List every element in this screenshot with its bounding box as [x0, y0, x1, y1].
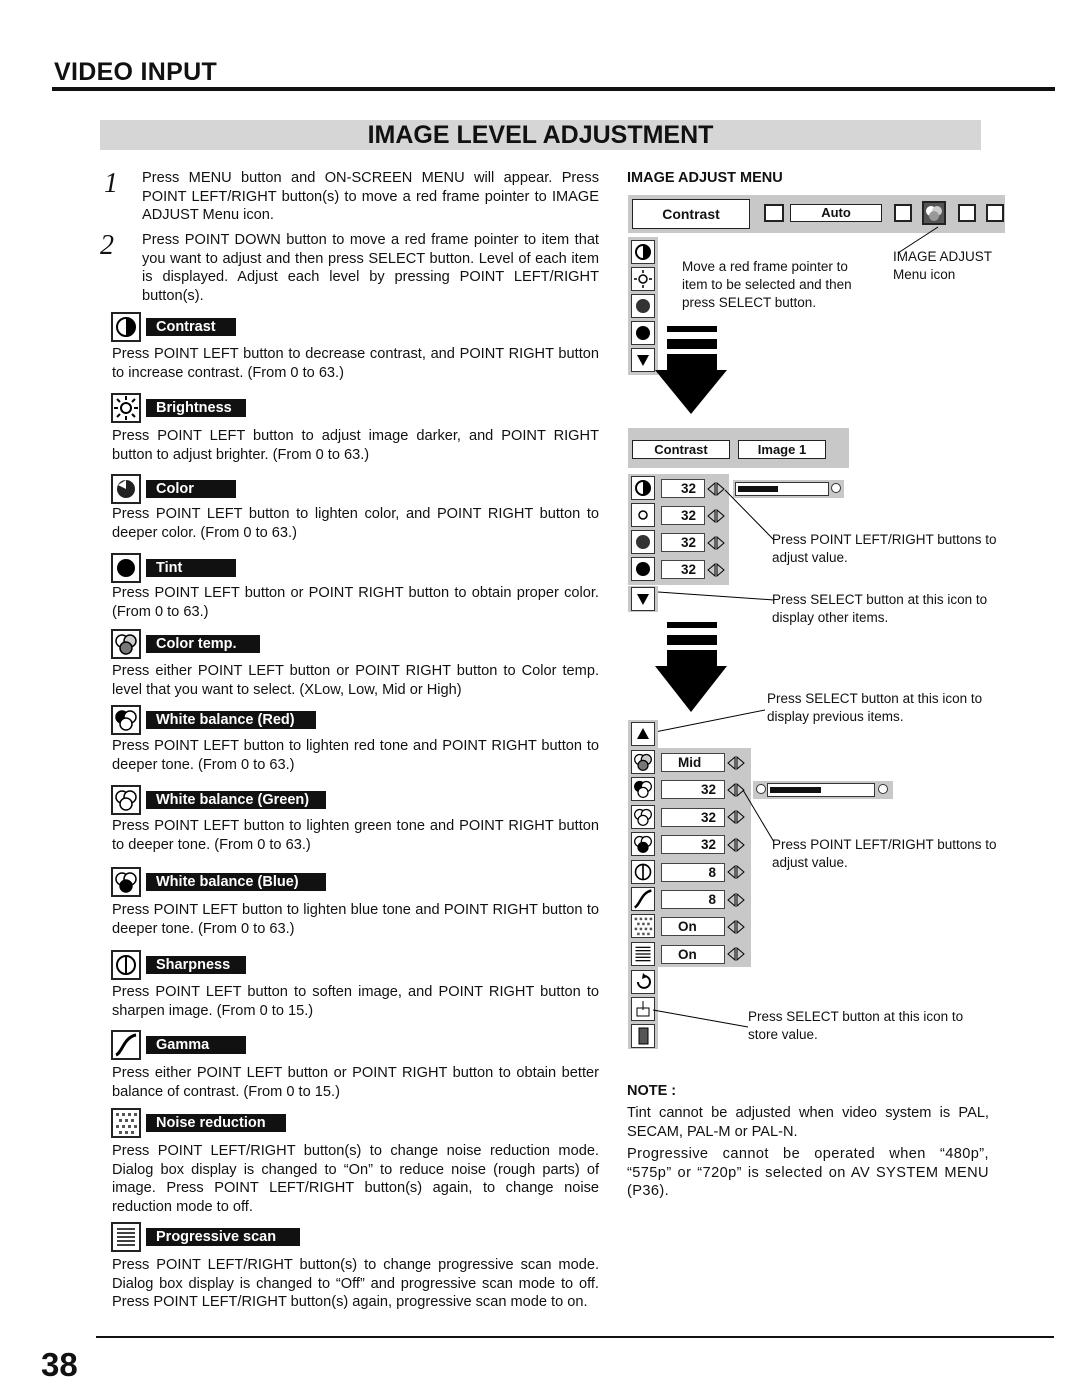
- tint-icon[interactable]: [631, 321, 655, 345]
- item-label: White balance (Blue): [146, 873, 326, 891]
- submenu-bar: [628, 428, 849, 468]
- menu-item-name: Contrast: [632, 199, 750, 229]
- item-label: Contrast: [146, 318, 236, 336]
- contrast-icon: [111, 312, 141, 342]
- white-balance-blue-icon: [111, 867, 141, 897]
- value-field: 32: [661, 808, 725, 827]
- item-label: Progressive scan: [146, 1228, 300, 1246]
- item-label: Brightness: [146, 399, 246, 417]
- item-label: Noise reduction: [146, 1114, 286, 1132]
- side-menu-column: [628, 237, 658, 375]
- mode-value: Auto: [790, 204, 882, 222]
- header-rule: [52, 87, 1055, 91]
- value-field: 32: [661, 835, 725, 854]
- item-label: White balance (Red): [146, 711, 316, 729]
- up-arrow-icon[interactable]: [631, 722, 655, 746]
- down-arrow-graphic: [655, 326, 725, 416]
- item-description: Press POINT LEFT button to lighten blue tone and POINT RIGHT button to deeper tone. (From 0 to 63.): [112, 902, 599, 937]
- callout-move: Move a red frame pointer to item to be selected and then press SELECT button.: [682, 259, 852, 310]
- callout-line: [890, 225, 950, 255]
- color-temp-icon[interactable]: [631, 750, 655, 774]
- note-line: Progressive cannot be operated when “480p”, “575p” or “720p” is selected on AV SYSTEM MENU (P36).: [627, 1146, 989, 1199]
- progressive-scan-icon: [111, 1222, 141, 1252]
- step-number: 2: [100, 230, 114, 261]
- value-field: Mid: [661, 753, 725, 772]
- page-number: 38: [41, 1346, 78, 1383]
- screen-icon: [894, 204, 912, 222]
- submenu-mode: Image 1: [738, 440, 826, 459]
- value-field: 32: [661, 506, 705, 525]
- callout-other: Press SELECT button at this icon to display other items.: [772, 592, 988, 625]
- input-icon: [764, 204, 784, 222]
- gamma-icon: [111, 1030, 141, 1060]
- step-text: Press MENU button and ON-SCREEN MENU will appear. Press POINT LEFT/RIGHT button(s) to move a red frame pointer to IMAGE ADJUST Menu icon.: [142, 170, 599, 223]
- item-label: Tint: [146, 559, 236, 577]
- item-description: Press POINT LEFT/RIGHT button(s) to change progressive scan mode. Dialog box display is changed to “Off” and progressive scan mode to off. Press POINT LEFT/RIGHT button(s) again, progressive scan mode to on.: [112, 1257, 599, 1310]
- brightness-icon: [111, 393, 141, 423]
- color-icon[interactable]: [631, 294, 655, 318]
- color-icon: [111, 474, 141, 504]
- page-title: IMAGE LEVEL ADJUSTMENT: [100, 120, 981, 150]
- white-balance-green-icon: [111, 785, 141, 815]
- value-field: On: [661, 917, 725, 936]
- item-label: White balance (Green): [146, 791, 326, 809]
- image-adjust-menu-heading: IMAGE ADJUST MENU: [627, 170, 783, 186]
- submenu-item-name: Contrast: [632, 440, 730, 459]
- item-description: Press POINT LEFT button to soften image, and POINT RIGHT button to sharpen image. (From 0 to 15.): [112, 984, 599, 1019]
- prev-page-box: [628, 720, 658, 748]
- callout-adjust: Press POINT LEFT/RIGHT buttons to adjust value.: [772, 532, 997, 565]
- color-temp-icon: [111, 629, 141, 659]
- item-description: Press either POINT LEFT button or POINT RIGHT button to Color temp. level that you want to select. (XLow, Low, Mid or High): [112, 663, 599, 698]
- item-label: Color: [146, 480, 236, 498]
- note-line: Tint cannot be adjusted when video system is PAL, SECAM, PAL-M or PAL-N.: [627, 1105, 989, 1140]
- image-adjust-icon[interactable]: [922, 201, 946, 225]
- section-title: VIDEO INPUT: [54, 58, 218, 86]
- down-arrow-graphic: [655, 622, 725, 714]
- item-description: Press POINT LEFT button to lighten red tone and POINT RIGHT button to deeper tone. (From 0 to 63.): [112, 738, 599, 773]
- footer-rule: [96, 1336, 1054, 1338]
- item-description: Press POINT LEFT/RIGHT button(s) to change noise reduction mode. Dialog box display is changed to “On” to reduce noise (rough parts) of image. Press POINT LEFT/RIGHT button(s) again, to change noise reduction mode to off.: [112, 1143, 599, 1215]
- callout-prev: Press SELECT button at this icon to display previous items.: [767, 691, 983, 724]
- item-description: Press POINT LEFT button or POINT RIGHT button to obtain proper color. (From 0 to 63.): [112, 585, 599, 620]
- item-label: Sharpness: [146, 956, 246, 974]
- value-field: On: [661, 945, 725, 964]
- tint-icon: [111, 553, 141, 583]
- item-description: Press POINT LEFT button to lighten color, and POINT RIGHT button to deeper color. (From 0 to 63.): [112, 506, 599, 541]
- step-number: 1: [104, 168, 118, 199]
- speaker-icon: [986, 204, 1004, 222]
- white-balance-red-icon: [111, 705, 141, 735]
- item-description: Press POINT LEFT button to decrease contrast, and POINT RIGHT button to increase contrast. (From 0 to 63.): [112, 346, 599, 381]
- callout-store: Press SELECT button at this icon to store value.: [748, 1009, 964, 1042]
- note-heading: NOTE :: [627, 1083, 677, 1099]
- level-knob: [831, 483, 841, 493]
- callout-lines: [628, 480, 788, 620]
- step-text: Press POINT DOWN button to move a red frame pointer to item that you want to adjust and then press SELECT button. Level of each item is displayed. Adjust each level by pressing POINT LEFT/RIGHT button(s).: [142, 232, 599, 304]
- down-arrow-icon[interactable]: [631, 348, 655, 372]
- item-description: Press POINT LEFT button to adjust image darker, and POINT RIGHT button to adjust brighter. (From 0 to 63.): [112, 428, 599, 463]
- item-label: Gamma: [146, 1036, 246, 1054]
- value-field: 32: [661, 560, 705, 579]
- callout-icon: IMAGE ADJUST Menu icon: [893, 249, 992, 282]
- item-description: Press POINT LEFT button to lighten green tone and POINT RIGHT button to deeper tone. (From 0 to 63.): [112, 818, 599, 853]
- callout-lines: [628, 780, 788, 1040]
- contrast-icon[interactable]: [631, 240, 655, 264]
- left-right-arrows-icon[interactable]: [726, 753, 746, 772]
- setting-icon: [958, 204, 976, 222]
- value-field: 8: [661, 863, 725, 882]
- callout-line: [640, 708, 770, 738]
- value-field: 32: [661, 479, 705, 498]
- item-description: Press either POINT LEFT button or POINT RIGHT button to obtain better balance of contrast. (From 0 to 15.): [112, 1065, 599, 1100]
- noise-reduction-icon: [111, 1108, 141, 1138]
- value-field: 32: [661, 533, 705, 552]
- item-label: Color temp.: [146, 635, 260, 653]
- callout-adjust-2: Press POINT LEFT/RIGHT buttons to adjust value.: [772, 837, 997, 870]
- value-field: 8: [661, 890, 725, 909]
- sharpness-icon: [111, 950, 141, 980]
- brightness-icon[interactable]: [631, 267, 655, 291]
- level-knob: [878, 784, 888, 794]
- value-field: 32: [661, 780, 725, 799]
